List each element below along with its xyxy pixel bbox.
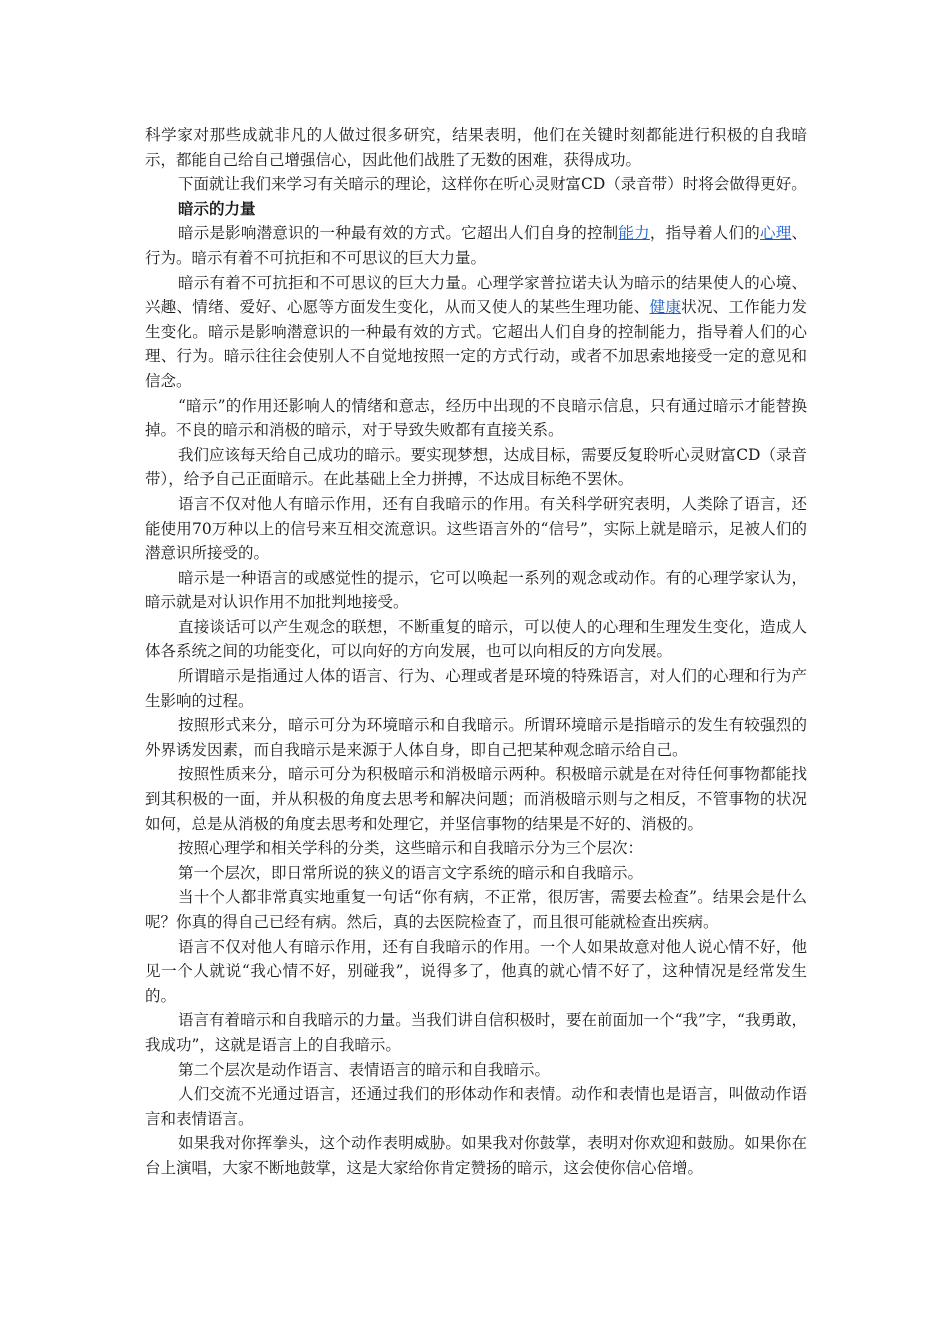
link-health[interactable]: 健康 [649, 298, 682, 317]
text-segment: 暗示有着不可抗拒和不可思议的巨大力量。心理学家普拉诺夫认为暗示的结果使人的心境、兴趣、情绪、爱好、心愿等方面发生变化，从而又使人的某些生理功能、 [145, 273, 807, 317]
paragraph-irresistible [145, 271, 807, 394]
link-ability[interactable]: 能力 [618, 224, 650, 243]
paragraph-body: 当十个人都非常真实地重复一句话“你有病，不正常，很厉害，需要去检查”。结果会是什么呢？你真的得自己已经有病。然后，真的去医院检查了，而且很可能就检查出疾病。 [145, 888, 807, 931]
text-segment: 暗示是影响潜意识的一种最有效的方式。它超出人们自身的控制 [178, 224, 619, 243]
paragraph-body: “暗示”的作用还影响人的情绪和意志，经历中出现的不良暗示信息，只有通过暗示才能替换掉。不良的暗示和消极的暗示，对于导致失败都有直接关系。 [145, 396, 807, 440]
paragraph-body: 人们交流不光通过语言，还通过我们的形体动作和表情。动作和表情也是语言，叫做动作语言和表情语言。 [145, 1085, 807, 1128]
text-segment: 、行为。暗示有着不可抗拒和不可思议的巨大力量。 [145, 224, 807, 267]
text-segment: 状况、工作能力发生变化。暗示是影响潜意识的一种最有效的方式。它超出人们自身的控制能力，指导着人们的心理、行为。暗示往往会使别人不自觉地按照一定的方式行动，或者不加思索地接受一定的意见和信念。 [145, 298, 807, 390]
paragraph-body: 第二个层次是动作语言、表情语言的暗示和自我暗示。 [178, 1060, 551, 1079]
paragraph-body: 直接谈话可以产生观念的联想，不断重复的暗示，可以使人的心理和生理发生变化，造成人体各系统之间的功能变化，可以向好的方向发展，也可以向相反的方向发展。 [145, 617, 807, 661]
section-heading: 暗示的力量 [178, 199, 256, 218]
paragraph-body: 所谓暗示是指通过人体的语言、行为、心理或者是环境的特殊语言，对人们的心理和行为产生影响的过程。 [145, 667, 807, 710]
paragraph-theory-intro: 下面就让我们来学习有关暗示的理论，这样你在听心灵财富CD（录音带）时将会做得更好。 [178, 175, 807, 194]
paragraph-power-intro [145, 221, 807, 270]
paragraph-scientists: 科学家对那些成就非凡的人做过很多研究，结果表明，他们在关键时刻都能进行积极的自我暗示，都能自己给自己增强信心，因此他们战胜了无数的困难，获得成功。 [145, 126, 807, 169]
paragraph-body: 按照性质来分，暗示可分为积极暗示和消极暗示两种。积极暗示就是在对待任何事物都能找到其积极的一面，并从积极的角度去思考和解决问题；而消极暗示则与之相反，不管事物的状况如何，总是从消极的角度去思考和处理它，并坚信事物的结果是不好的、消极的。 [145, 765, 807, 833]
paragraph-body: 语言有着暗示和自我暗示的力量。当我们讲自信积极时，要在前面加一个“我”字，“我勇敢，我成功”，这就是语言上的自我暗示。 [145, 1011, 807, 1054]
document-body [145, 123, 807, 1181]
paragraph-body: 第一个层次，即日常所说的狭义的语言文字系统的暗示和自我暗示。 [178, 863, 644, 882]
paragraph-body: 按照心理学和相关学科的分类，这些暗示和自我暗示分为三个层次： [178, 839, 644, 858]
paragraph-body: 如果我对你挥拳头，这个动作表明威胁。如果我对你鼓掌，表明对你欢迎和鼓励。如果你在台上演唱，大家不断地鼓掌，这是大家给你肯定赞扬的暗示，这会使你信心倍增。 [145, 1134, 807, 1177]
text-segment: ，指导着人们的 [649, 224, 760, 243]
link-psychology[interactable]: 心理 [760, 224, 792, 243]
paragraph-body: 按照形式来分，暗示可分为环境暗示和自我暗示。所谓环境暗示是指暗示的发生有较强烈的外界诱发因素，而自我暗示是来源于人体自身，即自己把某种观念暗示给自己。 [145, 716, 807, 759]
paragraph-body: 我们应该每天给自己成功的暗示。要实现梦想，达成目标，需要反复聆听心灵财富CD（录音带），给予自己正面暗示。在此基础上全力拼搏，不达成目标绝不罢休。 [145, 445, 807, 489]
paragraph-body: 语言不仅对他人有暗示作用，还有自我暗示的作用。有关科学研究表明，人类除了语言，还能使用70万种以上的信号来互相交流意识。这些语言外的“信号”，实际上就是暗示，足被人们的潜意识所接受的。 [145, 494, 807, 563]
paragraph-body: 暗示是一种语言的或感觉性的提示，它可以唤起一系列的观念或动作。有的心理学家认为，暗示就是对认识作用不加批判地接受。 [145, 568, 807, 612]
paragraph-body: 语言不仅对他人有暗示作用，还有自我暗示的作用。一个人如果故意对他人说心情不好，他见一个人就说“我心情不好，别碰我”，说得多了，他真的就心情不好了，这种情况是经常发生的。 [145, 937, 807, 1005]
